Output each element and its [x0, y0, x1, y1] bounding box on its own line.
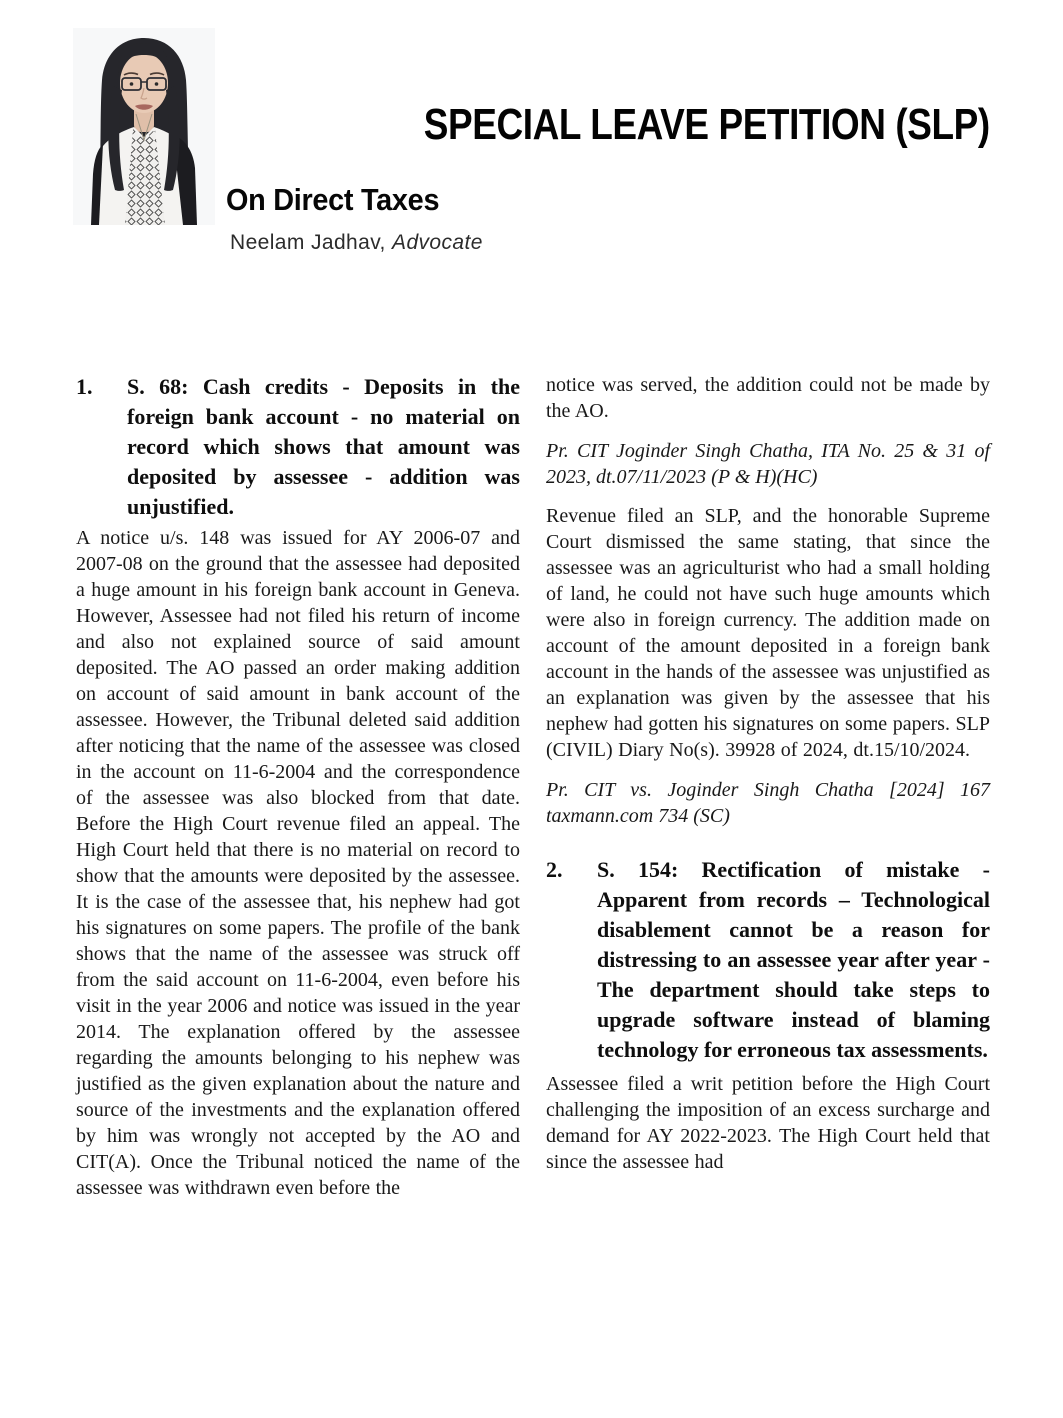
author-role: Advocate [392, 231, 483, 254]
author-photo [73, 28, 215, 225]
section-1-body-continued: notice was served, the addition could not be made by the AO. [546, 374, 990, 422]
section-1-heading-text: S. 68: Cash credits - Deposits in the foreign bank account - no material on record which shows that amount was deposited by assessee - addition was unjustified. [127, 374, 520, 519]
byline [230, 230, 483, 255]
section-1-number: 1. [76, 374, 93, 399]
page-title-text: SPECIAL LEAVE PETITION (SLP) [424, 100, 990, 149]
citation-supreme-court: Pr. CIT vs. Joginder Singh Chatha [2024] 167 taxmann.com 734 (SC) [546, 779, 990, 827]
author-name: Neelam Jadhav, [230, 231, 386, 254]
section-2-number: 2. [546, 857, 563, 882]
section-1-body: A notice u/s. 148 was issued for AY 2006-07 and 2007-08 on the ground that the assessee had deposited a huge amount in his foreign bank account in Geneva. However, Assessee had not filed his return of income and also not explained source of said amount deposited. The AO passed an order making addition on account of said amount in bank account of the assessee. However, the Tribunal deleted said addition after noticing that the name of the assessee was closed in the account on 11-6-2004 and the correspondence of the assessee was also blocked from that date. Before the High Court revenue filed an appeal. The High Court held that there is no material on record to show that the amounts were deposited by the assessee. It is the case of the assessee that, his nephew had got his signatures on some papers. The profile of the bank shows that the name of the assessee was struck off from the said account on 11-6-2004, even before his visit in the year 2006 and notice was issued in the year 2014. The explanation offered by the assessee regarding the amounts belonging to his nephew was justified as the given explanation about the nature and source of the investments and the explanation offered by him was wrongly not accepted by the AO and CIT(A). Once the Tribunal noticed the name of the assessee was withdrawn even before the [76, 527, 520, 1199]
citation-high-court: Pr. CIT Joginder Singh Chatha, ITA No. 25 & 31 of 2023, dt.07/11/2023 (P & H)(HC) [546, 440, 990, 488]
page-title [316, 100, 990, 150]
section-2-heading [546, 855, 990, 1065]
column-right [546, 372, 990, 1201]
section-1-heading [76, 372, 520, 522]
section-2-heading-text: S. 154: Rectification of mistake - Apparent from records – Technological disablement cannot be a reason for distressing to an assessee year after year - The department should take steps to upgrade software instead of blaming technology for erroneous tax assessments. [597, 857, 990, 1062]
section-1-slp-body: Revenue filed an SLP, and the honorable Supreme Court dismissed the same stating, that since the assessee was an agriculturist who had a small holding of land, he could not have such huge amounts which were also in foreign currency. The addition made on account of the amount deposited in a foreign bank account in the hands of the assessee was unjustified as an explanation was given by the assessee that his nephew had gotten his signatures on some papers. SLP (CIVIL) Diary No(s). 39928 of 2024, dt.15/10/2024. [546, 505, 990, 761]
page-subtitle [226, 182, 455, 218]
column-left [76, 372, 520, 1201]
section-2-body: Assessee filed a writ petition before the High Court challenging the imposition of an excess surcharge and demand for AY 2022-2023. The High Court held that since the assessee had [546, 1073, 990, 1173]
page-subtitle-text: On Direct Taxes [226, 182, 440, 217]
article-columns [76, 372, 990, 1201]
